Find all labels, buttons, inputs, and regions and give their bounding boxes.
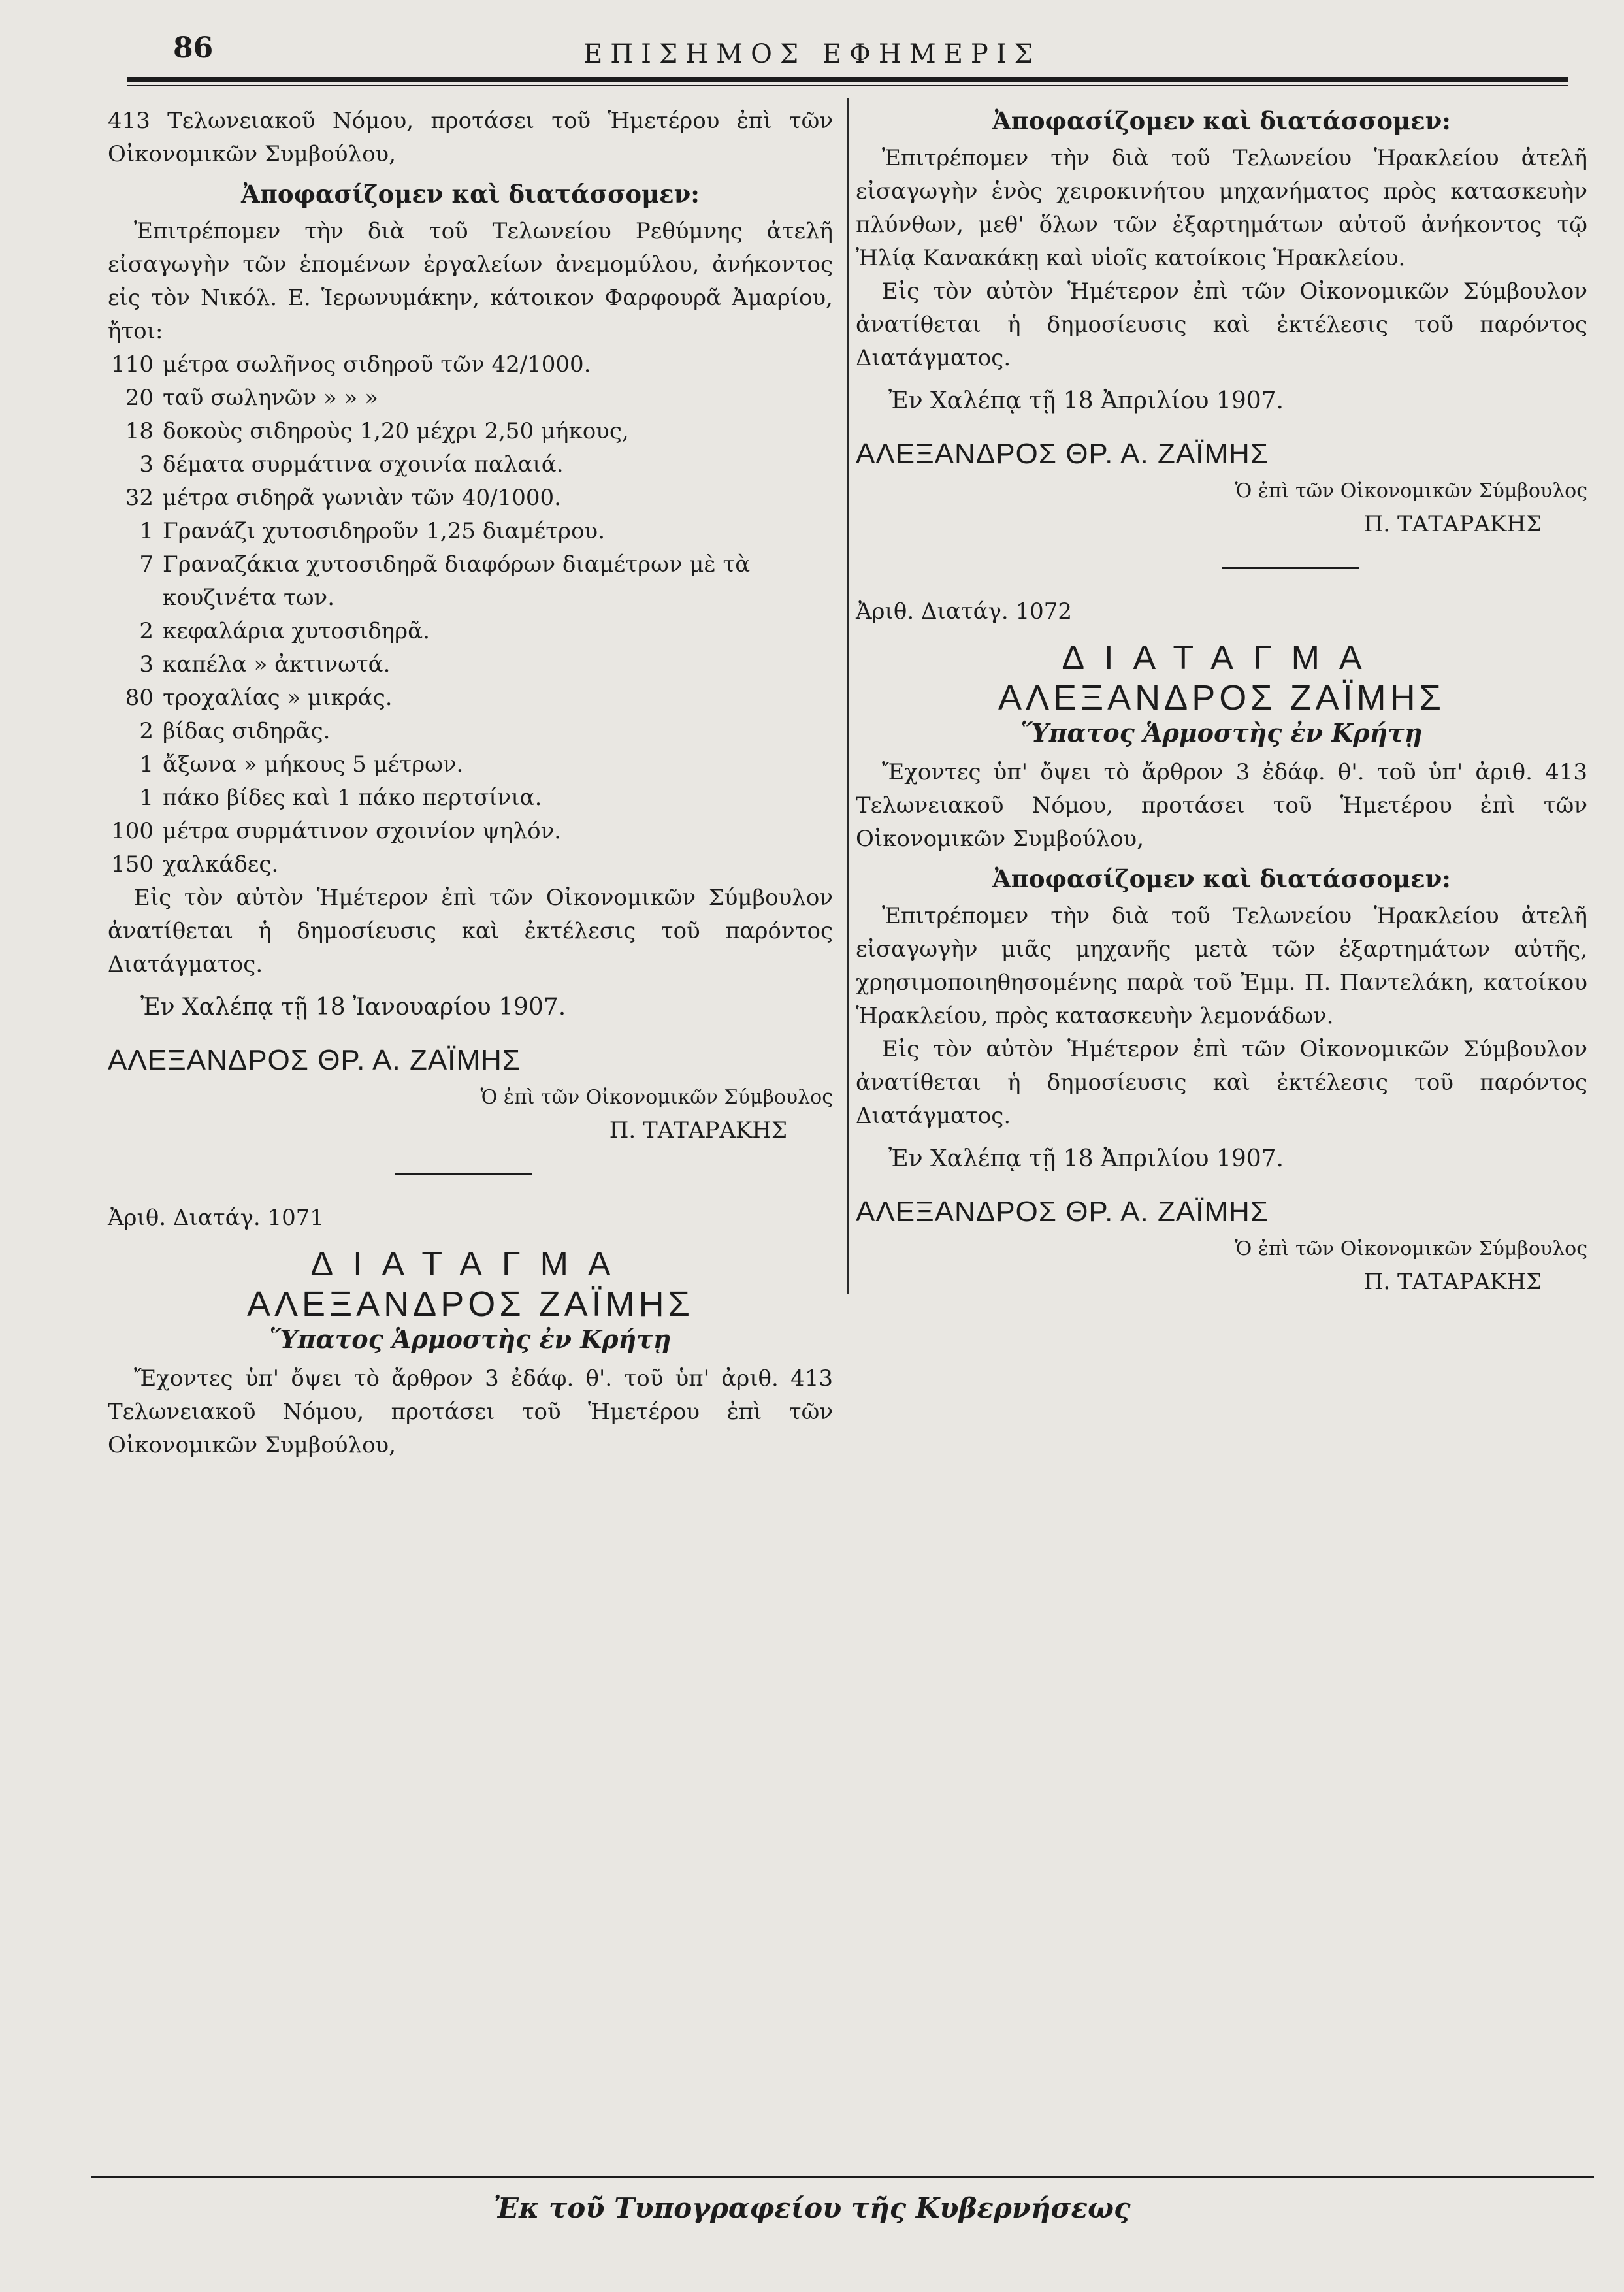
item-description: χαλκάδες. — [163, 851, 279, 877]
list-item — [108, 781, 833, 815]
item-description: πάκο βίδες καὶ 1 πάκο περτσίνια. — [163, 785, 542, 811]
list-item — [108, 815, 833, 848]
signature-name: Π. ΤΑΤΑΡΑΚΗΣ — [609, 1117, 787, 1143]
closing-paragraph: Εἰς τὸν αὐτὸν Ἡμέτερον ἐπὶ τῶν Οἰκονομικῶν Σύμβουλον ἀνατίθεται ἡ δημοσίευσις καὶ ἐκτέλεσις τοῦ παρόντος Διατάγματος. — [108, 885, 833, 977]
item-description: τροχαλίας » μικράς. — [163, 685, 393, 711]
left-column — [108, 105, 833, 1462]
section-rule — [395, 1173, 532, 1175]
item-quantity: 1 — [139, 518, 154, 544]
printer-imprint: Ἐκ τοῦ Τυπογραφείου τῆς Κυβερνήσεως — [493, 2192, 1131, 2224]
item-quantity: 3 — [139, 651, 154, 678]
item-list — [108, 348, 833, 881]
list-item — [108, 482, 833, 515]
intro-paragraph: 413 Τελωνειακοῦ Νόμου, προτάσει τοῦ Ἡμετέρου ἐπὶ τῶν Οἰκονομικῶν Συμβούλου, — [108, 108, 833, 167]
decree-heading: Ἀποφασίζομεν καὶ διατάσσομεν: — [992, 864, 1451, 893]
item-description: Γραναζάκια χυτοσιδηρᾶ διαφόρων διαμέτρων μὲ τὰ κουζινέτα των. — [163, 551, 751, 611]
decree-date: Ἐν Χαλέπᾳ τῇ 18 Ἀπριλίου 1907. — [888, 1145, 1284, 1172]
item-description: μέτρα συρμάτινον σχοινίον ψηλόν. — [163, 818, 562, 844]
header-rule-thin — [127, 85, 1568, 86]
item-description: βίδας σιδηρᾶς. — [163, 718, 331, 744]
signature-role: Ὁ ἐπὶ τῶν Οἰκονομικῶν Σύμβουλος — [480, 1086, 833, 1109]
decree-body: Ἐπιτρέπομεν τὴν διὰ τοῦ Τελωνείου Ἡρακλείου ἀτελῆ εἰσαγωγὴν ἑνὸς χειροκινήτου μηχανήματος πρὸς κατασκευὴν πλύνθων, μεθ' ὅλων τῶν ἐξαρτημάτων αὐτοῦ ἀνήκοντος τῷ Ἠλίᾳ Κανακάκῃ καὶ υἱοῖς κατοίκοις Ἡρακλείου. — [856, 145, 1587, 271]
signature-role: Ὁ ἐπὶ τῶν Οἰκονομικῶν Σύμβουλος — [1235, 480, 1587, 502]
item-quantity: 80 — [125, 685, 154, 711]
signature-name: Π. ΤΑΤΑΡΑΚΗΣ — [1363, 1269, 1542, 1295]
issuer-office: Ὕπατος Ἁρμοστὴς ἐν Κρήτῃ — [269, 1324, 672, 1354]
decree-number: Ἀριθ. Διατάγ. 1071 — [108, 1205, 325, 1231]
closing-paragraph: Εἰς τὸν αὐτὸν Ἡμέτερον ἐπὶ τῶν Οἰκονομικῶν Σύμβουλον ἀνατίθεται ἡ δημοσίευσις καὶ ἐκτέλεσις τοῦ παρόντος Διατάγματος. — [856, 1036, 1587, 1129]
decree-body: Ἐπιτρέπομεν τὴν διὰ τοῦ Τελωνείου Ρεθύμνης ἀτελῆ εἰσαγωγὴν τῶν ἑπομένων ἐργαλείων ἀνεμομύλου, ἀνήκοντος εἰς τὸν Νικόλ. Ε. Ἱερωνυμάκην, κάτοικον Φαρφουρᾶ Ἀμαρίου, ἤτοι: — [108, 218, 833, 344]
item-quantity: 150 — [111, 851, 154, 877]
item-quantity: 1 — [139, 751, 154, 778]
signature-name: Π. ΤΑΤΑΡΑΚΗΣ — [1363, 511, 1542, 537]
footer-rule — [91, 2176, 1594, 2178]
item-description: δέματα συρμάτινα σχοινία παλαιά. — [163, 451, 564, 478]
closing-paragraph: Εἰς τὸν αὐτὸν Ἡμέτερον ἐπὶ τῶν Οἰκονομικῶν Σύμβουλον ἀνατίθεται ἡ δημοσίευσις καὶ ἐκτέλεσις τοῦ παρόντος Διατάγματος. — [856, 278, 1587, 371]
decree-heading: Ἀποφασίζομεν καὶ διατάσσομεν: — [992, 106, 1451, 135]
signer-name: ΑΛΕΞΑΝΔΡΟΣ ΘΡ. Α. ΖΑΪΜΗΣ — [108, 1044, 521, 1076]
item-description: μέτρα σιδηρᾶ γωνιὰν τῶν 40/1000. — [163, 485, 561, 511]
preamble-paragraph: Ἔχοντες ὑπ' ὄψει τὸ ἄρθρον 3 ἐδάφ. θ'. τοῦ ὑπ' ἀριθ. 413 Τελωνειακοῦ Νόμου, προτάσει τοῦ Ἡμετέρου ἐπὶ τῶν Οἰκονομικῶν Συμβούλου, — [856, 759, 1587, 852]
list-item — [108, 648, 833, 681]
decree-date: Ἐν Χαλέπᾳ τῇ 18 Ἰανουαρίου 1907. — [140, 994, 566, 1021]
signer-name: ΑΛΕΞΑΝΔΡΟΣ ΘΡ. Α. ΖΑΪΜΗΣ — [856, 438, 1269, 470]
decree-title: ΔΙΑΤΑΓΜΑ — [310, 1245, 630, 1283]
list-item — [108, 848, 833, 881]
column-divider — [847, 98, 849, 1294]
page-title: ΕΠΙΣΗΜΟΣ ΕΦΗΜΕΡΙΣ — [583, 39, 1041, 69]
item-quantity: 3 — [139, 451, 154, 478]
item-description: ταῦ σωληνῶν » » » — [163, 385, 378, 411]
item-quantity: 7 — [139, 551, 154, 578]
item-quantity: 18 — [125, 418, 154, 444]
issuer-office: Ὕπατος Ἁρμοστὴς ἐν Κρήτῃ — [1020, 718, 1423, 747]
list-item — [108, 715, 833, 748]
decree-title: ΔΙΑΤΑΓΜΑ — [1062, 639, 1382, 677]
item-quantity: 2 — [139, 618, 154, 644]
item-description: Γρανάζι χυτοσιδηροῦν 1,25 διαμέτρου. — [163, 518, 605, 544]
list-item — [108, 615, 833, 648]
item-description: ἄξωνα » μήκους 5 μέτρων. — [163, 751, 464, 778]
item-description: δοκοὺς σιδηροὺς 1,20 μέχρι 2,50 μήκους, — [163, 418, 629, 444]
item-quantity: 32 — [125, 485, 154, 511]
list-item — [108, 548, 833, 615]
preamble-paragraph: Ἔχοντες ὑπ' ὄψει τὸ ἄρθρον 3 ἐδάφ. θ'. τοῦ ὑπ' ἀριθ. 413 Τελωνειακοῦ Νόμου, προτάσει τοῦ Ἡμετέρου ἐπὶ τῶν Οἰκονομικῶν Συμβούλου, — [108, 1366, 833, 1458]
item-quantity: 1 — [139, 785, 154, 811]
decree-heading: Ἀποφασίζομεν καὶ διατάσσομεν: — [241, 180, 700, 208]
list-item — [108, 382, 833, 415]
list-item — [108, 681, 833, 715]
header-rule — [127, 77, 1568, 82]
signature-role: Ὁ ἐπὶ τῶν Οἰκονομικῶν Σύμβουλος — [1235, 1237, 1587, 1260]
right-column — [856, 105, 1587, 1299]
list-item — [108, 415, 833, 448]
item-quantity: 2 — [139, 718, 154, 744]
decree-body: Ἐπιτρέπομεν τὴν διὰ τοῦ Τελωνείου Ἡρακλείου ἀτελῆ εἰσαγωγὴν μιᾶς μηχανῆς μετὰ τῶν ἐξαρτημάτων αὐτῆς, χρησιμοποιηθησομένης παρὰ τοῦ Ἐμμ. Π. Παντελάκη, κατοίκου Ἡρακλείου, πρὸς κατασκευὴν λεμονάδων. — [856, 903, 1587, 1029]
section-rule — [1222, 567, 1359, 569]
item-description: κεφαλάρια χυτοσιδηρᾶ. — [163, 618, 430, 644]
decree-date: Ἐν Χαλέπᾳ τῇ 18 Ἀπριλίου 1907. — [888, 387, 1284, 414]
item-quantity: 100 — [111, 818, 154, 844]
page-number: 86 — [173, 31, 214, 65]
issuer-banner: ΑΛΕΞΑΝΔΡΟΣ ΖΑΪΜΗΣ — [246, 1285, 694, 1324]
decree-number: Ἀριθ. Διατάγ. 1072 — [856, 598, 1073, 625]
item-description: μέτρα σωλῆνος σιδηροῦ τῶν 42/1000. — [163, 352, 591, 378]
signer-name: ΑΛΕΞΑΝΔΡΟΣ ΘΡ. Α. ΖΑΪΜΗΣ — [856, 1196, 1269, 1228]
item-quantity: 110 — [111, 352, 154, 378]
item-quantity: 20 — [125, 385, 154, 411]
list-item — [108, 748, 833, 781]
issuer-banner: ΑΛΕΞΑΝΔΡΟΣ ΖΑΪΜΗΣ — [998, 678, 1446, 717]
list-item — [108, 448, 833, 482]
list-item — [108, 515, 833, 548]
list-item — [108, 348, 833, 382]
item-description: καπέλα » ἀκτινωτά. — [163, 651, 391, 678]
